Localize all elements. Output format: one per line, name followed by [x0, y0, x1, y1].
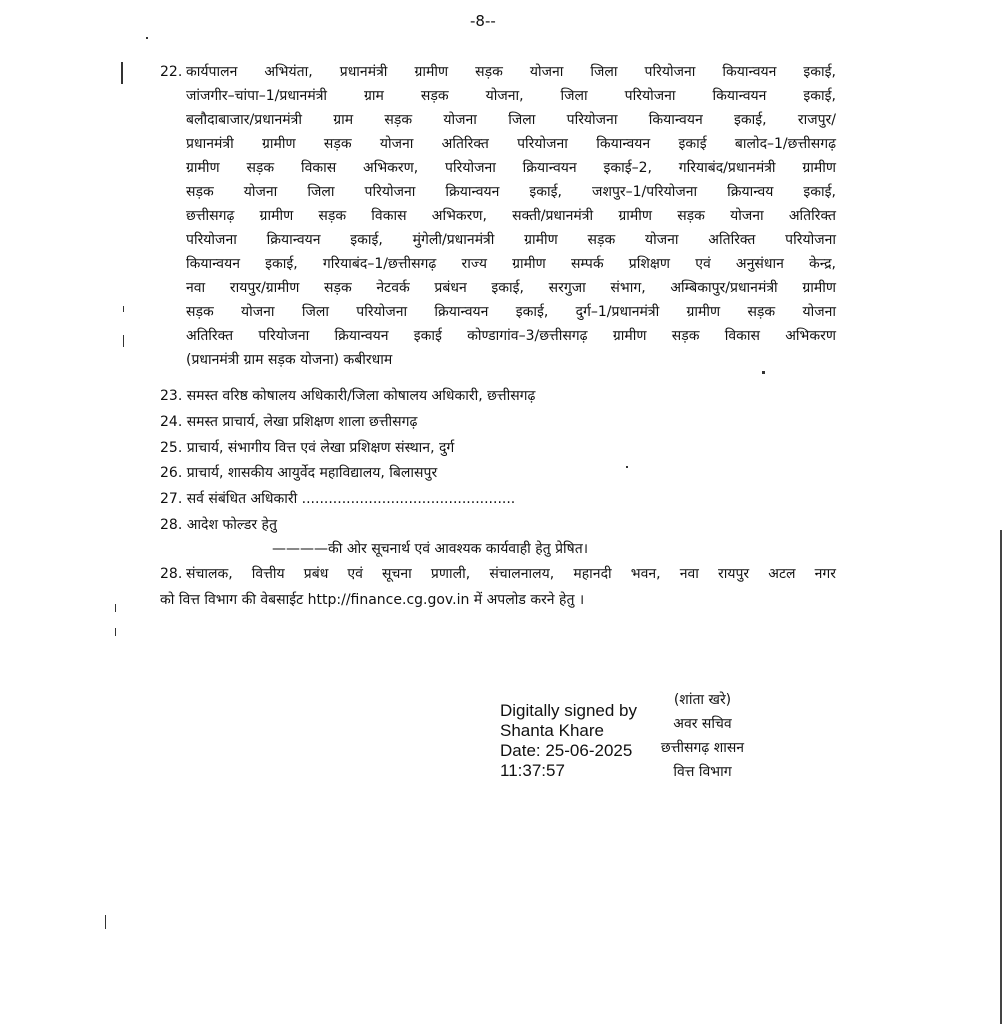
item22-line: ग्रामीण सड़क विकास अभिकरण, परियोजना क्रियान्वयन इकाई–2, गरियाबंद/प्रधानमंत्री ग्रामीण: [186, 160, 836, 176]
forward-note: ————की ओर सूचनार्थ एवं आवश्यक कार्यवाही हेतु प्रेषित।: [272, 541, 589, 557]
margin-mark: [1000, 530, 1002, 1024]
signatory-block: [640, 688, 765, 784]
signature-line: Date: 25-06-2025: [500, 741, 633, 760]
item22-line: प्रधानमंत्री ग्रामीण सड़क योजना अतिरिक्त परियोजना कियान्वयन इकाई बालोद–1/छत्तीसगढ़: [186, 136, 836, 152]
margin-mark: [123, 306, 124, 312]
margin-mark: [146, 37, 148, 39]
item-text: समस्त प्राचार्य, लेखा प्रशिक्षण शाला छत्तीसगढ़: [186, 414, 418, 430]
item22-line: कियान्वयन इकाई, गरियाबंद–1/छत्तीसगढ़ राज्य ग्रामीण सम्पर्क प्रशिक्षण एवं अनुसंधान केन्द्र,: [186, 256, 836, 272]
list-item: [160, 487, 515, 511]
page-number: -8--: [470, 12, 496, 30]
item-number: 23.: [160, 388, 183, 404]
item28b-line: को वित्त विभाग की वेबसाईट http://finance.cg.gov.in में अपलोड करने हेतु ।: [160, 592, 585, 608]
item22-line: कार्यपालन अभियंता, प्रधानमंत्री ग्रामीण सड़क योजना जिला परियोजना कियान्वयन इकाई,: [186, 64, 836, 80]
item-text: समस्त वरिष्ठ कोषालय अधिकारी/जिला कोषालय अधिकारी, छत्तीसगढ़: [186, 388, 536, 404]
list-item: [160, 513, 277, 537]
item-text: प्राचार्य, शासकीय आयुर्वेद महाविद्यालय, बिलासपुर: [186, 465, 438, 481]
signatory-department: वित्त विभाग: [673, 764, 732, 780]
item22-line: सड़क योजना जिला परियोजना क्रियान्वयन इकाई, जशपुर–1/परियोजना क्रियान्वय इकाई,: [186, 184, 836, 200]
item-number: 22.: [160, 64, 183, 80]
item22-line: बलौदाबाजार/प्रधानमंत्री ग्राम सड़क योजना जिला परियोजना कियान्वयन इकाई, राजपुर/: [186, 112, 836, 128]
item28b-line: संचालक, वित्तीय प्रबंध एवं सूचना प्रणाली, संचालनालय, महानदी भवन, नवा रायपुर अटल नगर: [186, 566, 836, 582]
item22-line: जांजगीर–चांपा–1/प्रधानमंत्री ग्राम सड़क योजना, जिला परियोजना कियान्वयन इकाई,: [186, 88, 836, 104]
margin-mark: [123, 335, 124, 347]
item-text: प्राचार्य, संभागीय वित्त एवं लेखा प्रशिक्षण संस्थान, दुर्ग: [186, 440, 455, 456]
item22-line: सड़क योजना जिला परियोजना क्रियान्वयन इकाई, दुर्ग–1/प्रधानमंत्री ग्रामीण सड़क योजना: [186, 304, 836, 320]
signature-line: Shanta Khare: [500, 721, 604, 740]
item22-line: (प्रधानमंत्री ग्राम सड़क योजना) कबीरधाम: [186, 352, 393, 368]
list-item: [160, 436, 454, 460]
margin-mark: [626, 466, 628, 468]
item-number: 25.: [160, 440, 183, 456]
item-number: 27.: [160, 491, 183, 507]
digital-signature: [500, 701, 637, 781]
signatory-government: छत्तीसगढ़ शासन: [660, 740, 745, 756]
item-number: 28.: [160, 566, 183, 582]
item22-line: नवा रायपुर/ग्रामीण सड़क नेटवर्क प्रबंधन इकाई, सरगुजा संभाग, अम्बिकापुर/प्रधानमंत्री ग्रामीण: [186, 280, 836, 296]
item-text: सर्व संबंधित अधिकारी ................................................: [186, 491, 516, 507]
item22-line: छत्तीसगढ़ ग्रामीण सड़क विकास अभिकरण, सक्ती/प्रधानमंत्री ग्रामीण सड़क योजना अतिरिक्त: [186, 208, 836, 224]
item-number: 26.: [160, 465, 183, 481]
list-item: [160, 384, 535, 408]
signature-line: Digitally signed by: [500, 701, 638, 720]
signatory-name: (शांता खरे): [673, 692, 732, 708]
margin-mark: [121, 62, 123, 84]
item22-line: परियोजना क्रियान्वयन इकाई, मुंगेली/प्रधानमंत्री ग्रामीण सड़क योजना अतिरिक्त परियोजना: [186, 232, 836, 248]
item22-line: अतिरिक्त परियोजना क्रियान्वयन इकाई कोण्डागांव–3/छत्तीसगढ़ ग्रामीण सड़क विकास अभिकरण: [186, 328, 836, 344]
signatory-designation: अवर सचिव: [673, 716, 732, 732]
item-number: 28.: [160, 517, 183, 533]
list-item: [160, 410, 417, 434]
item-text: आदेश फोल्डर हेतु: [186, 517, 277, 533]
item-number: 24.: [160, 414, 183, 430]
margin-mark: [115, 604, 116, 612]
signature-line: 11:37:57: [500, 761, 565, 780]
margin-mark: [105, 915, 106, 929]
margin-mark: [115, 628, 116, 636]
list-item: [160, 461, 437, 485]
margin-mark: [762, 371, 765, 374]
